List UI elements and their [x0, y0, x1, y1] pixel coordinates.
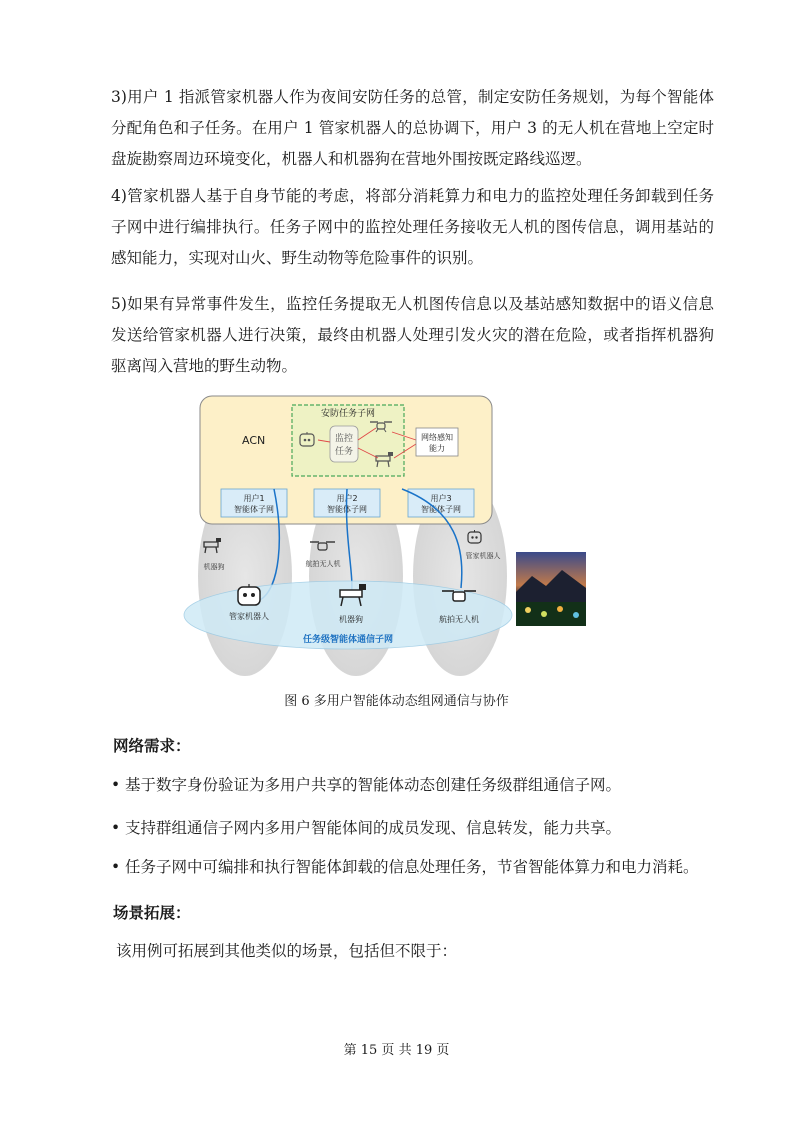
scenario-extension-heading: 场景拓展： — [113, 904, 191, 922]
user3-line1: 用户3 — [430, 494, 452, 503]
campsite-photo — [516, 552, 586, 626]
user3-line2: 智能体子网 — [421, 505, 461, 514]
monitor-task-line2: 任务 — [334, 447, 354, 457]
user1-line2: 智能体子网 — [234, 505, 274, 514]
user2-line1: 用户2 — [336, 494, 358, 503]
butler-robot-icon — [238, 584, 260, 605]
page-footer: 第 15 页 共 19 页 — [343, 1043, 450, 1058]
extension-text: 该用例可拓展到其他类似的场景，包括但不限于： — [116, 942, 458, 960]
sensing-line2: 能力 — [429, 444, 445, 453]
small-butler-robot-label: 管家机器人 — [465, 552, 501, 560]
robot-dog-large-label: 机器狗 — [339, 615, 363, 624]
butler-robot-label: 管家机器人 — [229, 612, 269, 621]
user2-line2: 智能体子网 — [327, 505, 367, 514]
paragraph-step-3: 3)用户 1 指派管家机器人作为夜间安防任务的总管，制定安防任务规划，为每个智能体分配角色和子任务。在用户 1 管家机器人的总协调下，用户 3 的无人机在营地上空定时盘旋勘察周边环境变化，机器人和机器狗在营地外围按既定路线巡逻。 — [111, 88, 714, 168]
sensing-line1: 网络感知 — [421, 433, 453, 442]
bullet-symbol: • — [111, 858, 121, 876]
bullet-text: 基于数字身份验证为多用户共享的智能体动态创建任务级群组通信子网。 — [125, 776, 622, 794]
drone-large-label: 航拍无人机 — [439, 615, 479, 624]
bullet-symbol: • — [111, 776, 121, 794]
bullet-text: 任务子网中可编排和执行智能体卸载的信息处理任务，节省智能体算力和电力消耗。 — [125, 858, 699, 876]
bullet-text: 支持群组通信子网内多用户智能体间的成员发现、信息转发，能力共享。 — [125, 819, 622, 837]
bullet-item — [111, 855, 731, 879]
paragraph-step-4: 4)管家机器人基于自身节能的考虑，将部分消耗算力和电力的监控处理任务卸载到任务子网中进行编排执行。任务子网中的监控处理任务接收无人机的图传信息，调用基站的感知能力，实现对山火、野生动物等危险事件的识别。 — [111, 187, 714, 267]
acn-label: ACN — [242, 434, 266, 447]
bullet-item — [111, 816, 731, 840]
monitor-task-line1: 监控 — [334, 434, 354, 444]
small-robot-dog-label: 机器狗 — [203, 563, 225, 571]
small-drone-label: 航拍无人机 — [305, 560, 341, 568]
bullet-symbol: • — [111, 819, 121, 837]
figure-caption: 图 6 多用户智能体动态组网通信与协作 — [284, 694, 509, 709]
user1-line1: 用户1 — [243, 494, 265, 503]
network-requirements-heading: 网络需求： — [113, 737, 191, 755]
paragraph-step-5: 5)如果有异常事件发生，监控任务提取无人机图传信息以及基站感知数据中的语义信息发送给管家机器人进行决策，最终由机器人处理引发火灾的潜在危险，或者指挥机器狗驱离闯入营地的野生动物。 — [111, 295, 714, 375]
comm-subnet-label: 任务级智能体通信子网 — [302, 635, 394, 645]
figure-diagram — [180, 388, 612, 678]
task-subnet-label: 安防任务子网 — [320, 409, 376, 419]
bullet-item — [111, 773, 731, 797]
